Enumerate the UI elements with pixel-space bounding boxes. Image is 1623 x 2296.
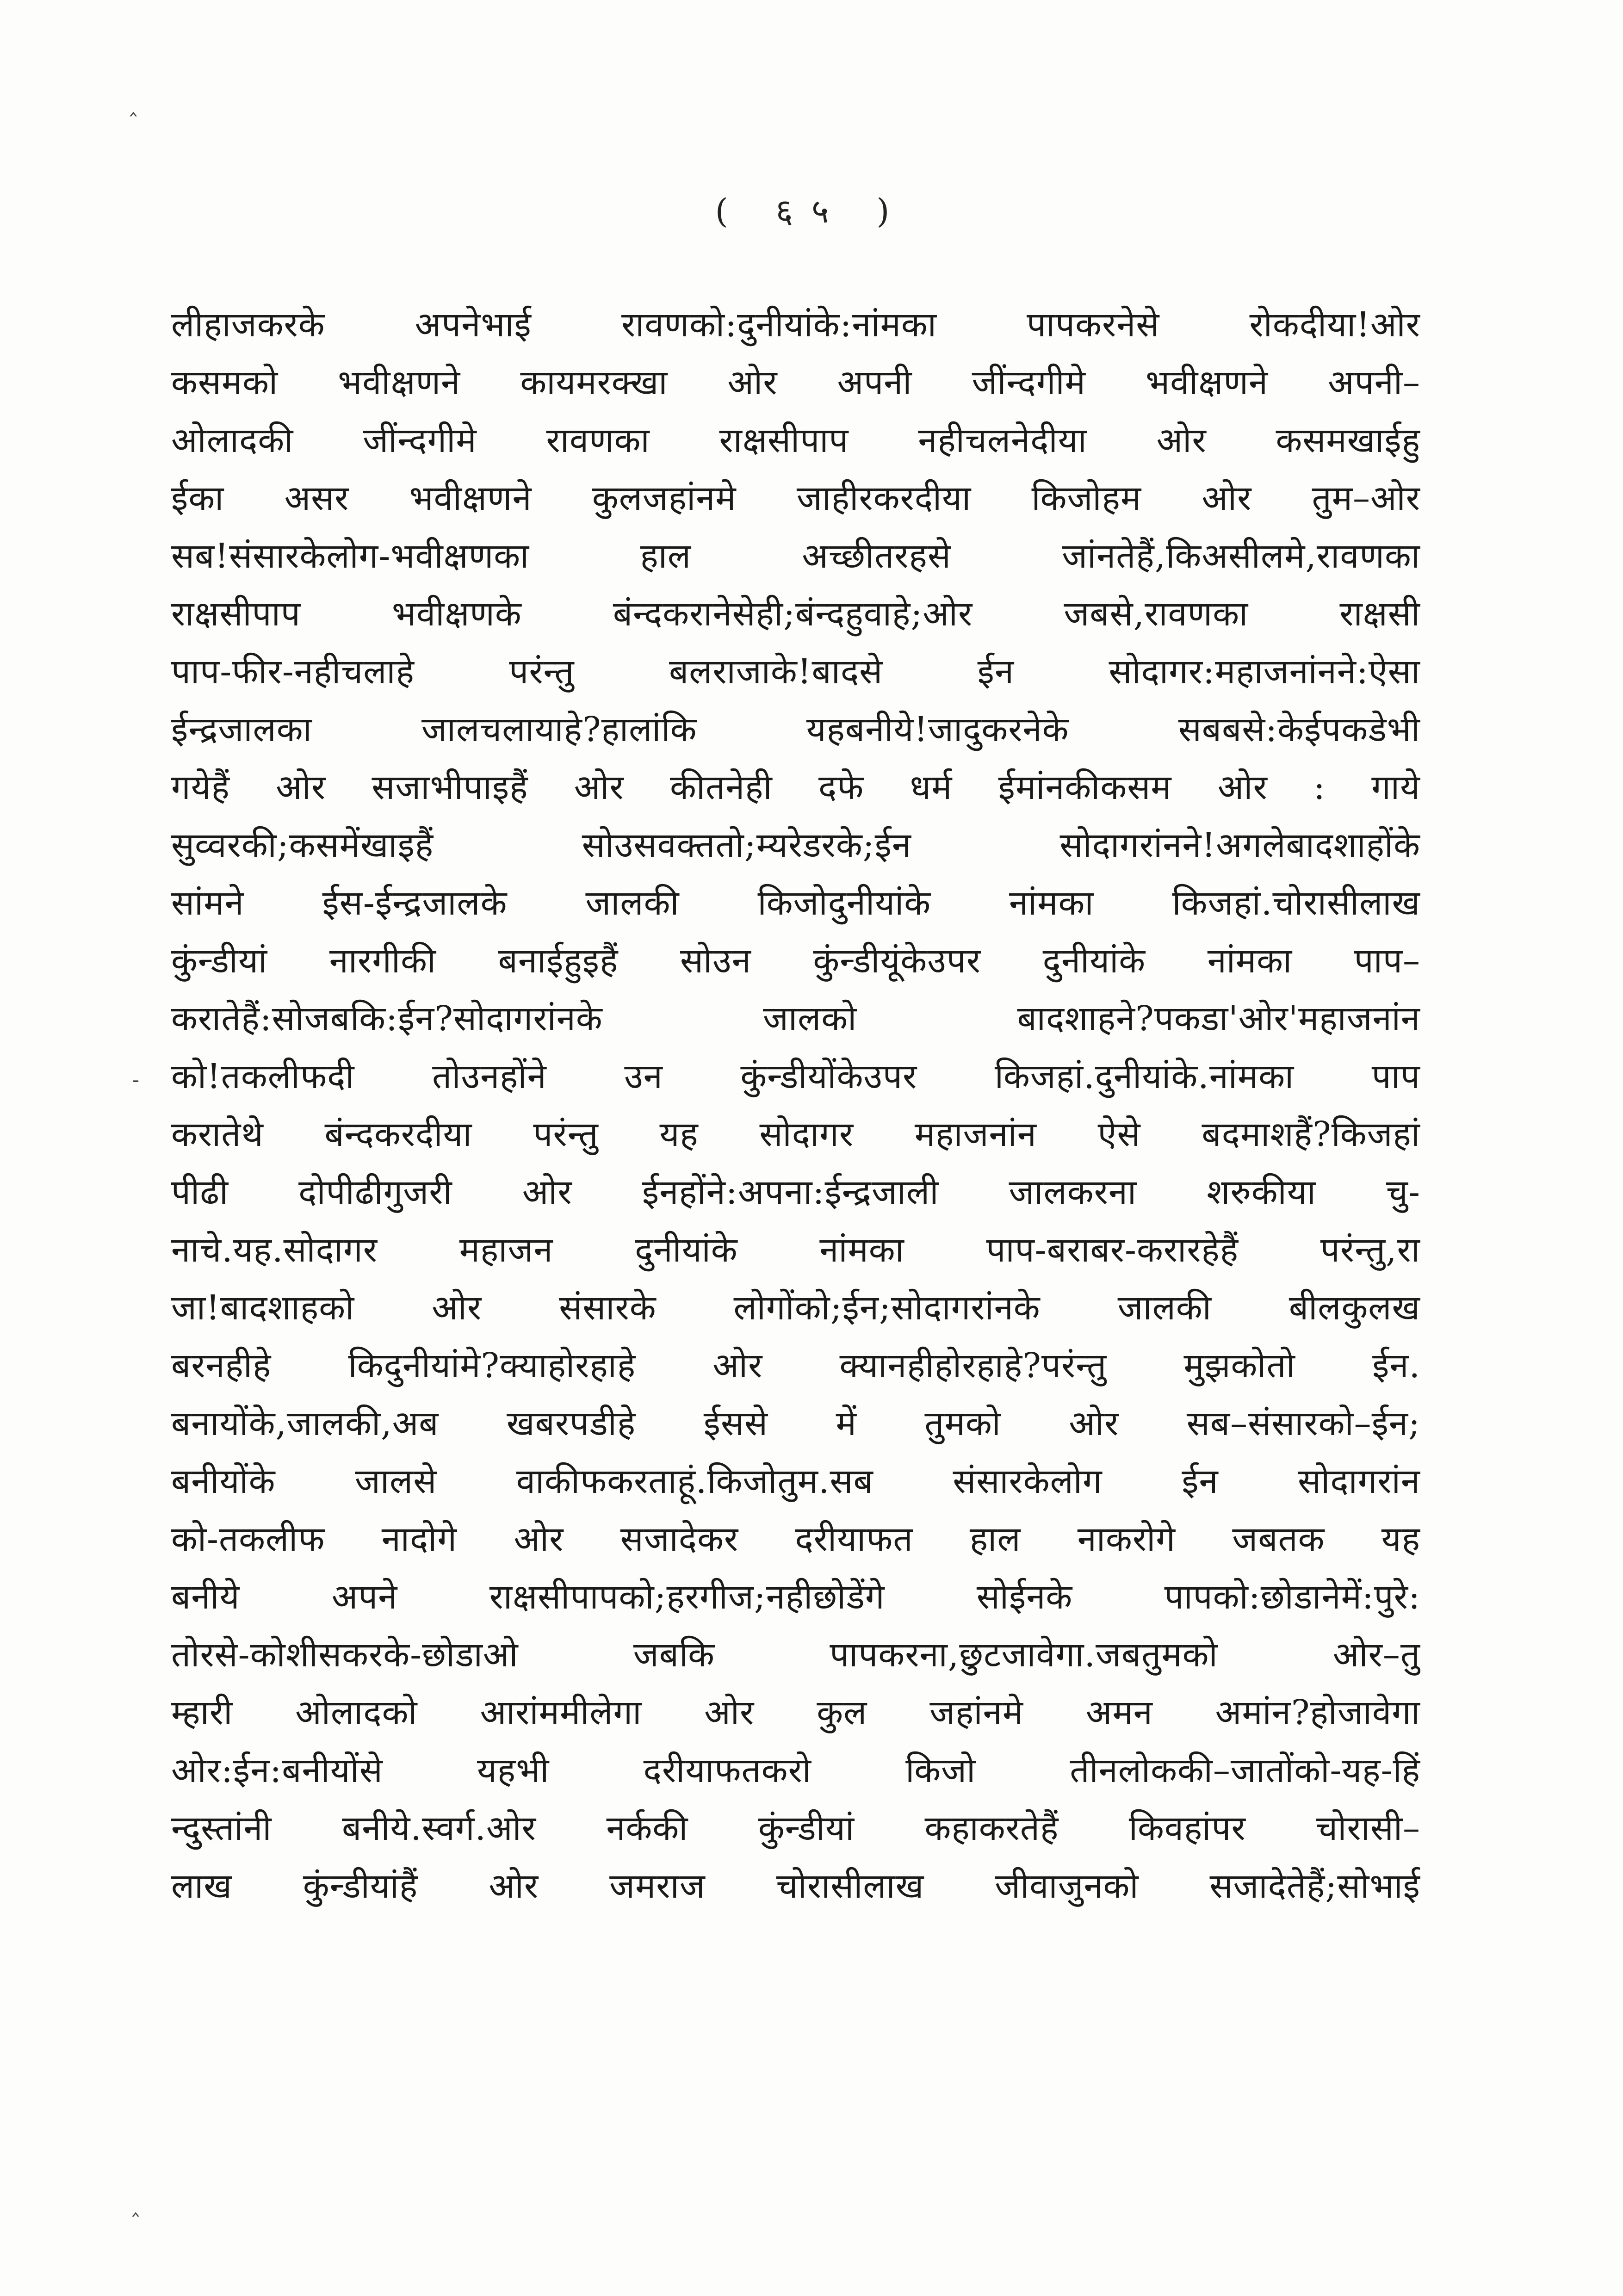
text-line: पाप-फीर-नहीचलाहे परंन्तु बलराजाके!बादसे ईन सोदागर:महाजनांनने:ऐसा — [171, 652, 1420, 692]
text-line: करातेहैं:सोजबकि:ईन?सोदागरांनके जालको बादशाहने?पकडा'ओर'महाजनांन — [171, 999, 1420, 1039]
body-text — [171, 296, 1420, 1915]
text-line: बनीये अपने राक्षसीपापको;हरगीज;नहीछोडेंगे सोईनके पापको:छोडानेमें:पुरे: — [171, 1577, 1420, 1617]
text-line: कसमको भवीक्षणने कायमरक्खा ओर अपनी जींन्दगीमे भवीक्षणने अपनी– — [171, 363, 1420, 402]
text-line: न्दुस्तांनी बनीये.स्वर्ग.ओर नर्ककी कुंन्डीयां कहाकरतेहैं किवहांपर चोरासी– — [171, 1808, 1420, 1848]
text-line: लीहाजकरके अपनेभाई रावणको:दुनीयांके:नांमका पापकरनेसे रोकदीया!ओर — [171, 305, 1420, 345]
text-line: गयेहैं ओर सजाभीपाइहैं ओर कीतनेही दफे धर्म ईमांनकीकसम ओर : गाये — [171, 767, 1420, 807]
text-line: पीढी दोपीढीगुजरी ओर ईनहोंने:अपना:ईन्द्रजाली जालकरना शरुकीया चु- — [171, 1172, 1420, 1212]
corner-mark: ‸ — [132, 2191, 140, 2217]
text-line: सांमने ईस-ईन्द्रजालके जालकी किजोदुनीयांके नांमका किजहां.चोरासीलाख — [171, 883, 1420, 923]
text-line: बनीयोंके जालसे वाकीफकरताहूं.किजोतुम.सब संसारकेलोग ईन सोदागरांन — [171, 1461, 1420, 1501]
text-line: सुव्वरकी;कसमेंखाइहैं सोउसवक्ततो;म्यरेडरके;ईन सोदागरांनने!अगलेबादशाहोंके — [171, 825, 1420, 865]
text-line: बरनहीहे किदुनीयांमे?क्याहोरहाहे ओर क्यानहीहोरहाहे?परंन्तु मुझकोतो ईन. — [171, 1346, 1420, 1386]
text-line: कुंन्डीयां नारगीकी बनाईहुइहैं सोउन कुंन्डीयूंकेउपर दुनीयांके नांमका पाप– — [171, 941, 1420, 981]
text-line: ओर:ईन:बनीयोंसे यहभी दरीयाफतकरो किजो तीनलोककी–जातोंको-यह-हिं — [171, 1751, 1420, 1790]
text-line: ओलादकी जींन्दगीमे रावणका राक्षसीपाप नहीचलनेदीया ओर कसमखाईहु — [171, 421, 1420, 460]
text-line: म्हारी ओलादको आरांममीलेगा ओर कुल जहांनमे अमन अमांन?होजावेगा — [171, 1693, 1420, 1733]
corner-mark: ‸ — [130, 91, 137, 117]
text-line: ईका असर भवीक्षणने कुलजहांनमे जाहीरकरदीया किजोहम ओर तुम–ओर — [171, 478, 1420, 518]
text-line: करातेथे बंन्दकरदीया परंन्तु यह सोदागर महाजनांन ऐसे बदमाशहैं?किजहां — [171, 1114, 1420, 1154]
text-line: बनायोंके,जालकी,अब खबरपडीहे ईससे में तुमको ओर सब–संसारको–ईन; — [171, 1404, 1420, 1443]
text-line: राक्षसीपाप भवीक्षणके बंन्दकरानेसेही;बंन्दहुवाहे;ओर जबसे,रावणका राक्षसी — [171, 594, 1420, 634]
text-line: को-तकलीफ नादोगे ओर सजादेकर दरीयाफत हाल नाकरोगे जबतक यह — [171, 1519, 1420, 1559]
text-line: सब!संसारकेलोग-भवीक्षणका हाल अच्छीतरहसे जांनतेहैं,किअसीलमे,रावणका — [171, 536, 1420, 576]
text-line: लाख कुंन्डीयांहैं ओर जमराज चोरासीलाख जीवाजुनको सजादेतेहैं;सोभाई — [171, 1866, 1420, 1906]
text-line: ईन्द्रजालका जालचलायाहे?हालांकि यहबनीये!जादुकरनेके सबबसे:केईपकडेभी — [171, 710, 1420, 749]
text-line: नाचे.यह.सोदागर महाजन दुनीयांके नांमका पाप-बराबर-करारहेहैं परंन्तु,रा — [171, 1230, 1420, 1270]
page-number: ( ६५ ) — [715, 192, 908, 230]
text-line: को!तकलीफदी तोउनहोंने उन कुंन्डीयोंकेउपर किजहां.दुनीयांके.नांमका पाप — [171, 1057, 1420, 1096]
margin-mark: - — [132, 1067, 140, 1093]
text-line: तोरसे-कोशीसकरके-छोडाओ जबकि पापकरना,छुटजावेगा.जबतुमको ओर–तु — [171, 1635, 1420, 1675]
text-line: जा!बादशाहको ओर संसारके लोगोंको;ईन;सोदागरांनके जालकी बीलकुलख — [171, 1288, 1420, 1328]
